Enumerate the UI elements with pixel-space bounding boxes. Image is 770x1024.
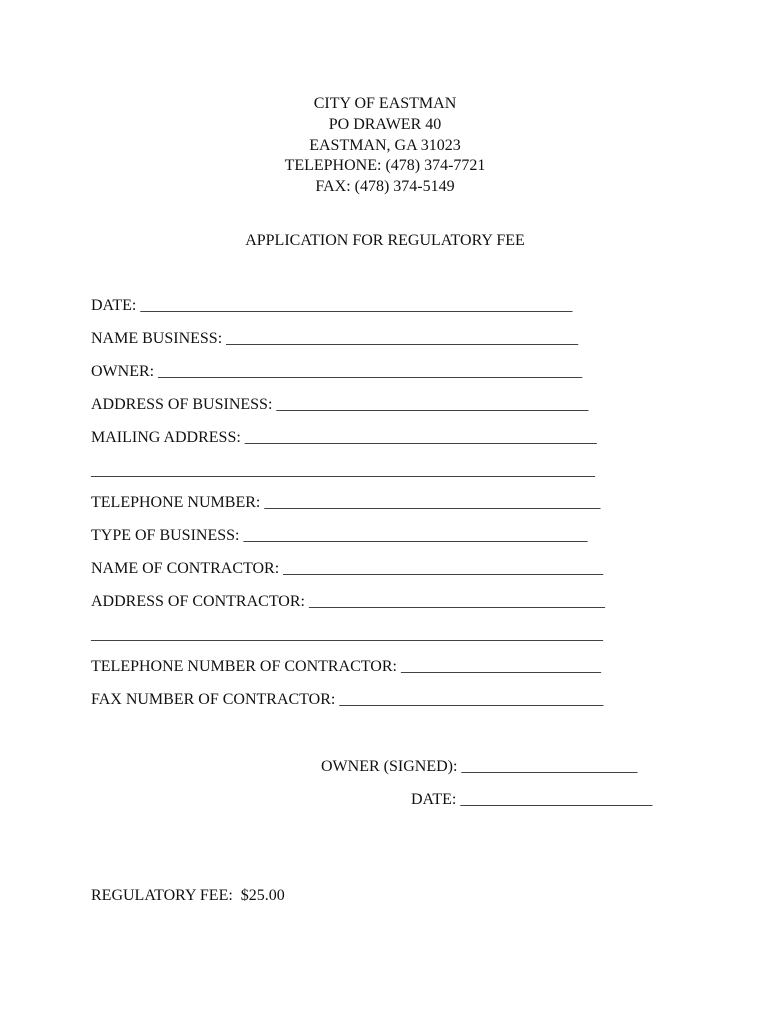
- fax-number-of-contractor-field[interactable]: FAX NUMBER OF CONTRACTOR: _________________________________: [91, 691, 604, 708]
- address-of-contractor-line2-field[interactable]: ________________________________________________________________: [91, 626, 603, 643]
- signature-date-field[interactable]: DATE: ________________________: [411, 791, 653, 808]
- date-field[interactable]: DATE: ______________________________________________________: [91, 297, 573, 314]
- telephone-number-field[interactable]: TELEPHONE NUMBER: __________________________________________: [91, 494, 601, 511]
- owner-signature-field[interactable]: OWNER (SIGNED): ______________________: [321, 758, 638, 775]
- owner-field[interactable]: OWNER: _____________________________________________________: [91, 363, 583, 380]
- header-po-drawer: PO DRAWER 40: [328, 115, 442, 133]
- name-business-field[interactable]: NAME BUSINESS: ____________________________________________: [91, 330, 579, 347]
- form-title: APPLICATION FOR REGULATORY FEE: [245, 232, 525, 249]
- header-city-state-zip: EASTMAN, GA 31023: [309, 136, 461, 154]
- address-of-business-field[interactable]: ADDRESS OF BUSINESS: _______________________________________: [91, 396, 589, 413]
- type-of-business-field[interactable]: TYPE OF BUSINESS: ___________________________________________: [91, 527, 588, 544]
- header-city-name: CITY OF EASTMAN: [313, 95, 457, 112]
- address-of-contractor-field[interactable]: ADDRESS OF CONTRACTOR: _____________________________________: [91, 593, 605, 610]
- header-telephone: TELEPHONE: (478) 374-7721: [284, 157, 486, 175]
- city-header: [0, 94, 770, 198]
- header-fax: FAX: (478) 374-5149: [315, 178, 455, 196]
- telephone-number-of-contractor-field[interactable]: TELEPHONE NUMBER OF CONTRACTOR: _________________________: [91, 658, 601, 675]
- mailing-address-field[interactable]: MAILING ADDRESS: ____________________________________________: [91, 429, 597, 446]
- name-of-contractor-field[interactable]: NAME OF CONTRACTOR: ________________________________________: [91, 560, 604, 577]
- mailing-address-line2-field[interactable]: _______________________________________________________________: [91, 462, 595, 479]
- regulatory-fee-amount: REGULATORY FEE: $25.00: [91, 887, 285, 904]
